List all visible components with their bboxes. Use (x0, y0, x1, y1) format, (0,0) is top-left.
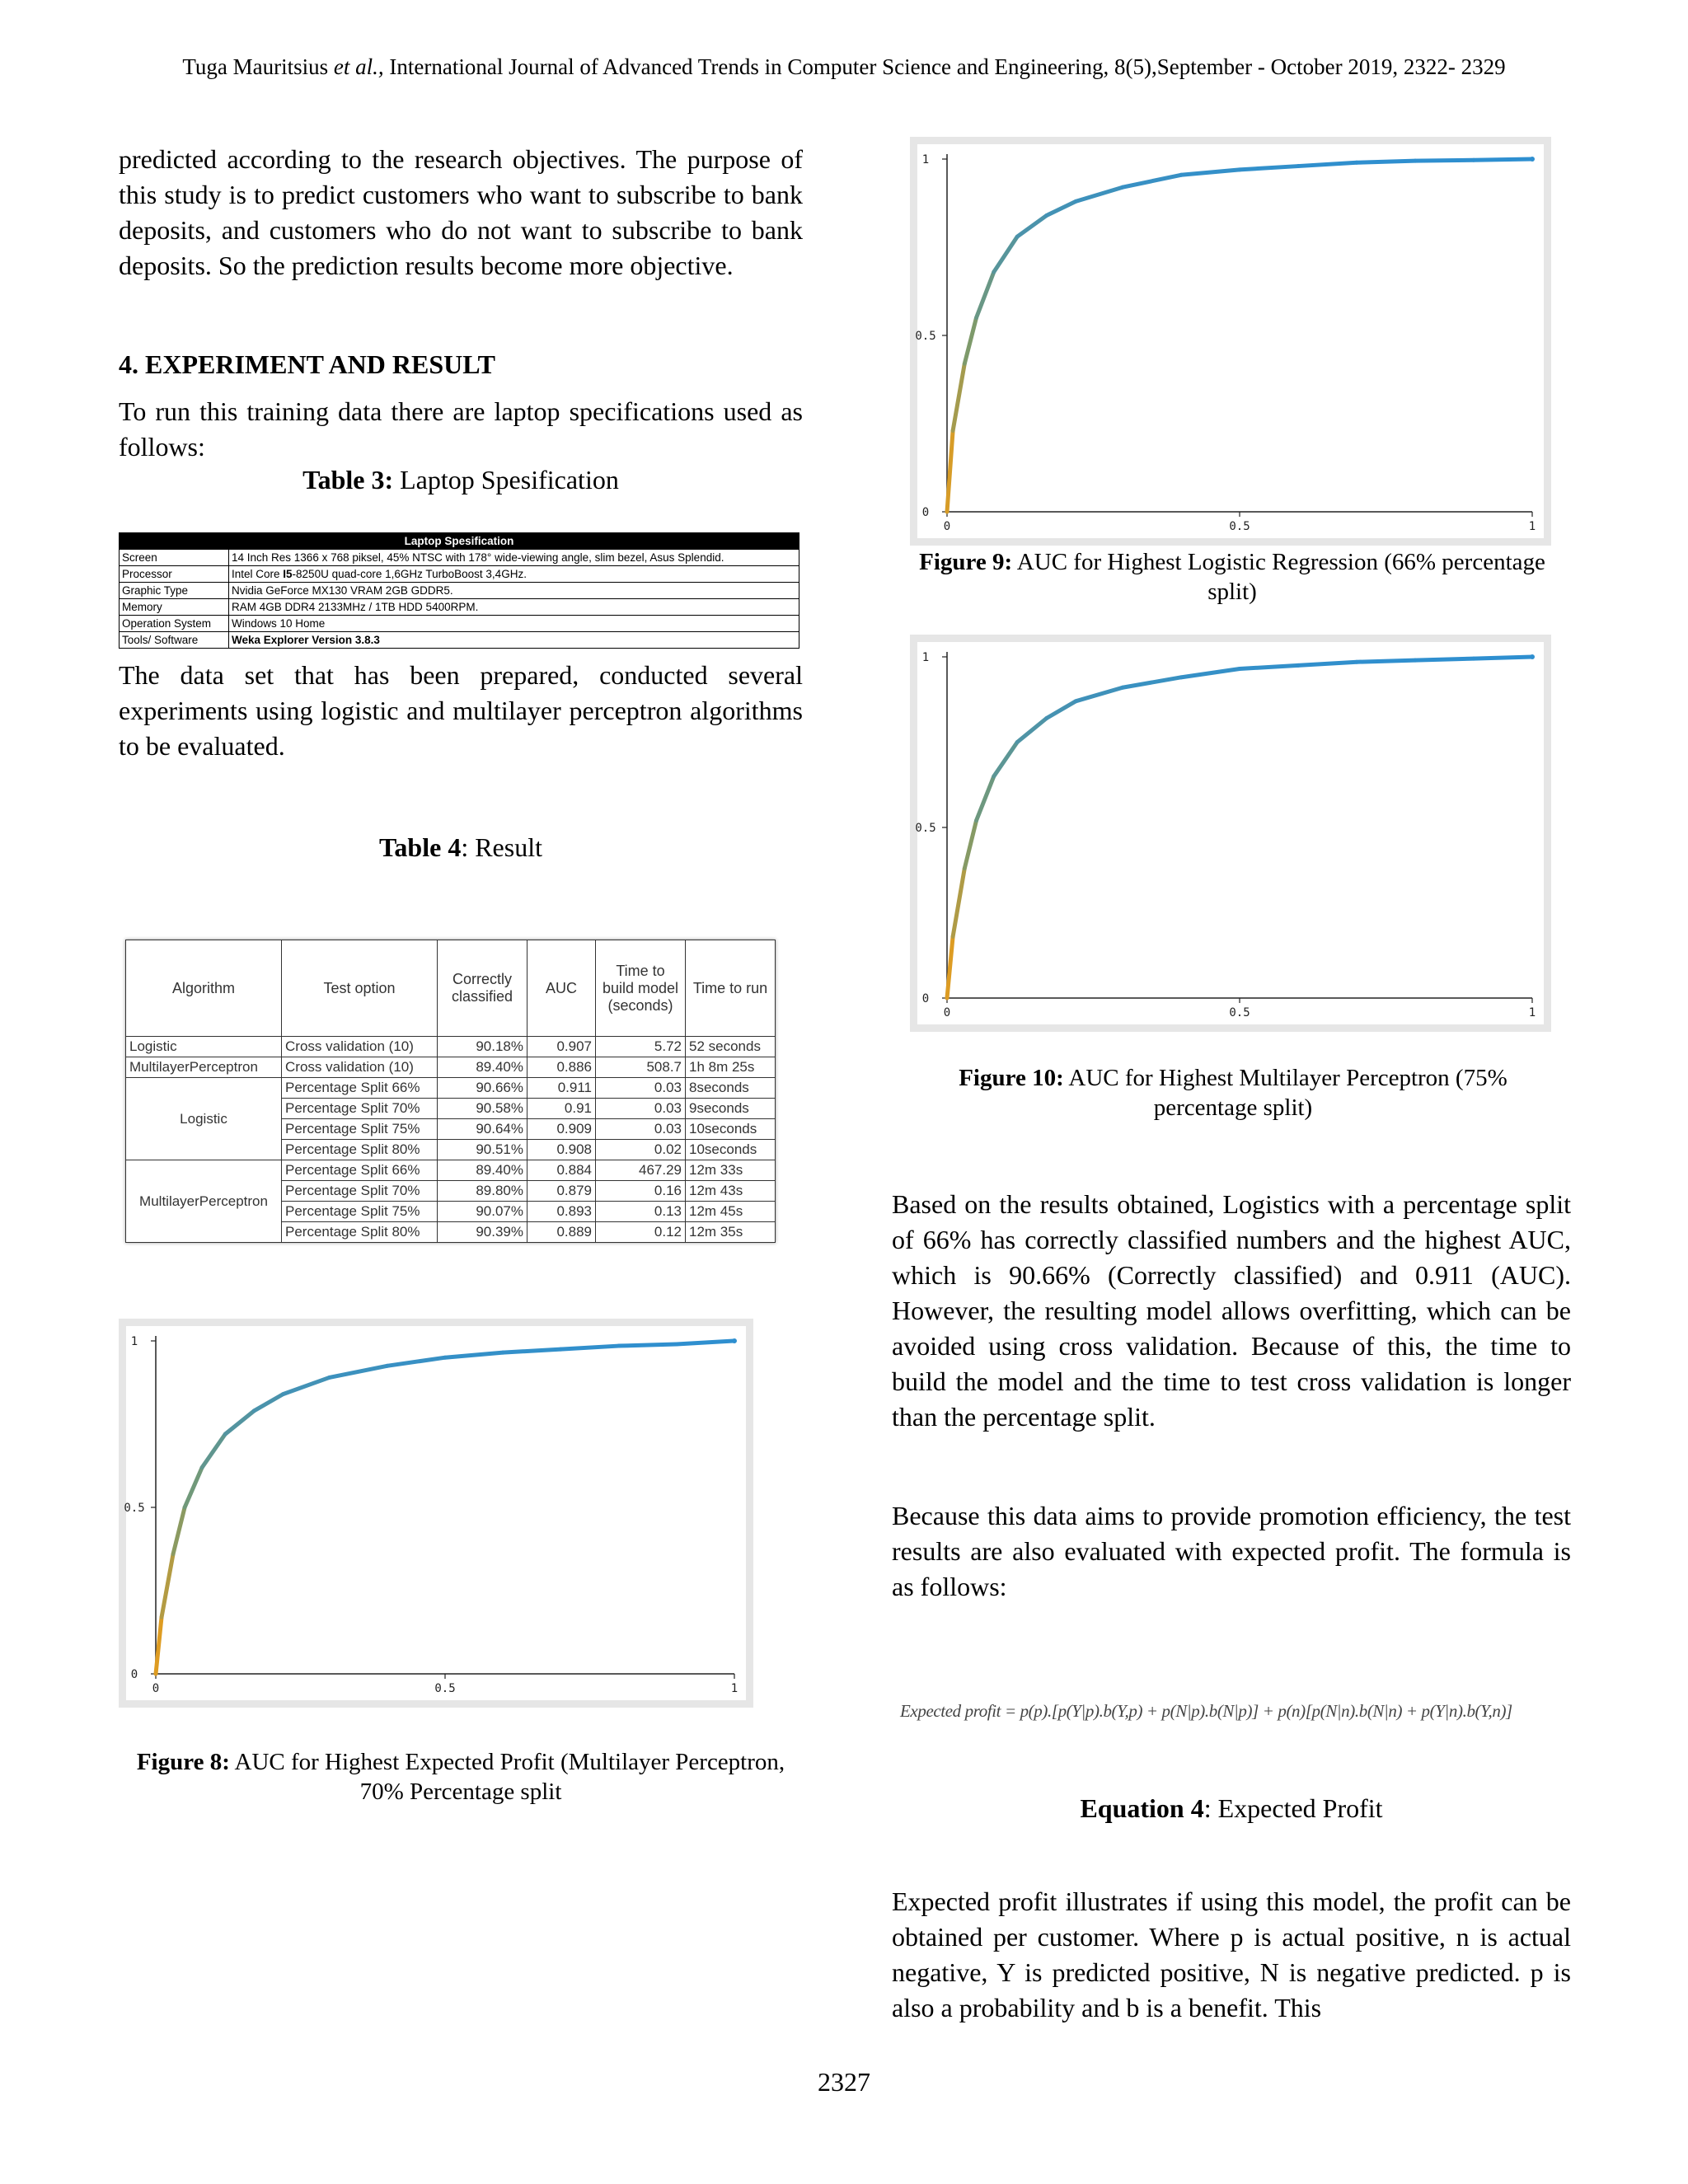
roc-curve-segment (977, 272, 994, 318)
roc-curve-segment (964, 318, 976, 364)
cell: 12m 33s (686, 1160, 776, 1181)
y-tick-label: 0 (921, 506, 930, 519)
results-table (125, 940, 776, 1243)
spec-key: Graphic Type (120, 583, 229, 599)
cell: 0.886 (528, 1057, 596, 1078)
roc-curve-segment (560, 1346, 618, 1349)
table-row (126, 1160, 776, 1181)
y-tick-label: 0.5 (915, 822, 936, 835)
spec-key: Tools/ Software (120, 632, 229, 649)
x-tick-label: 0 (943, 1006, 951, 1019)
paragraph-laptop-intro: To run this training data there are laptop specifications used as follows: (119, 396, 803, 462)
col-header-algorithm: Algorithm (126, 940, 282, 1037)
cell: Percentage Split 75% (282, 1119, 438, 1140)
roc-curve-segment (953, 363, 964, 430)
roc-curve-segment (387, 1357, 445, 1366)
roc-curve-endpoint (732, 1338, 737, 1343)
cell: 0.03 (596, 1099, 686, 1119)
cell: 12m 45s (686, 1202, 776, 1222)
table-row (120, 550, 799, 566)
spec-table-title: Laptop Spesification (120, 533, 799, 550)
cell: 90.51% (438, 1140, 528, 1160)
table3-container (119, 532, 799, 649)
x-tick-label: 0 (943, 520, 951, 533)
cell: 90.66% (438, 1078, 528, 1099)
roc-curve-segment (1474, 159, 1532, 160)
table-row (126, 1078, 776, 1099)
paragraph-expected-profit-definition: Expected profit illustrates if using this model, the profit can be obtained per customer. Where p is actual positive, n is actual negative, Y is predicted positive, N is negative predicted. p is also a probability and b is a benefit. This (892, 1886, 1571, 2022)
figure-9-chart (917, 144, 1544, 538)
col-header-run-time: Time to run (686, 940, 776, 1037)
roc-curve-segment (964, 821, 976, 869)
equation-expected-profit: Expected profit = p(p).[p(Y|p).b(Y,p) + p(N|p).b(N|p)] + p(n)[p(N|n).b(N|n) + p(Y|n).b(Y,n)] (900, 1701, 1512, 1721)
y-tick-label: 0.5 (124, 1502, 145, 1515)
paragraph-dataset: The data set that has been prepared, conducted several experiments using logistic and multilayer perceptron algorithms to be evaluated. (119, 660, 803, 761)
cell: 5.72 (596, 1037, 686, 1057)
cell: 0.03 (596, 1119, 686, 1140)
cell: 9seconds (686, 1099, 776, 1119)
roc-curve-segment (503, 1349, 560, 1352)
section-heading: 4. EXPERIMENT AND RESULT (119, 349, 495, 379)
cell: Percentage Split 70% (282, 1181, 438, 1202)
y-tick-label: 1 (921, 153, 930, 166)
cell: 0.02 (596, 1140, 686, 1160)
roc-curve-segment (953, 869, 964, 937)
cell: 1h 8m 25s (686, 1057, 776, 1078)
figure-10-chart (917, 642, 1544, 1024)
group-cell-mlp: MultilayerPerceptron (126, 1160, 282, 1243)
spec-key: Screen (120, 550, 229, 566)
cell: Cross validation (10) (282, 1037, 438, 1057)
cell: 0.16 (596, 1181, 686, 1202)
roc-curve-segment (1415, 658, 1474, 660)
figure-9-caption: Figure 9: AUC for Highest Logistic Regression (66% percentage split) (919, 549, 1545, 605)
col-header-correct: Correctly classified (438, 940, 528, 1037)
roc-curve-segment (1123, 677, 1181, 687)
col-header-build-time: Time to build model (seconds) (596, 940, 686, 1037)
cell: 0.909 (528, 1119, 596, 1140)
roc-curve-segment (445, 1352, 503, 1357)
cell: 0.884 (528, 1160, 596, 1181)
roc-curve-segment (1181, 668, 1240, 677)
roc-curve-segment (1415, 160, 1474, 161)
roc-curve-segment (1123, 175, 1181, 187)
table-row (120, 599, 799, 616)
roc-curve-segment (254, 1394, 283, 1411)
figure-10-frame (910, 635, 1551, 1032)
roc-curve-segment (330, 1366, 387, 1377)
cell: Percentage Split 70% (282, 1099, 438, 1119)
table-row (120, 616, 799, 632)
roc-curve-segment (1240, 166, 1298, 170)
roc-curve-segment (947, 936, 953, 998)
spec-value: Intel Core I5-8250U quad-core 1,6GHz TurboBoost 3,4GHz. (229, 566, 799, 583)
cell: 90.07% (438, 1202, 528, 1222)
spec-key: Memory (120, 599, 229, 616)
table4-caption: Table 4: Result (379, 832, 542, 862)
spec-value: Weka Explorer Version 3.8.3 (229, 632, 799, 649)
cell: 90.64% (438, 1119, 528, 1140)
roc-curve-segment (1357, 161, 1415, 162)
cell: Cross validation (10) (282, 1057, 438, 1078)
cell: MultilayerPerceptron (126, 1057, 282, 1078)
roc-curve-segment (1047, 201, 1076, 215)
y-tick-label: 0 (130, 1668, 138, 1681)
cell: 0.911 (528, 1078, 596, 1099)
cell: 0.03 (596, 1078, 686, 1099)
equation-caption: Equation 4: Expected Profit (1080, 1793, 1383, 1823)
x-tick-label: 1 (1528, 520, 1536, 533)
x-tick-label: 0.5 (1229, 1006, 1250, 1019)
cell: 0.879 (528, 1181, 596, 1202)
roc-curve-segment (1017, 215, 1047, 237)
cell: 10seconds (686, 1140, 776, 1160)
cell: 89.40% (438, 1057, 528, 1078)
group-cell-logistic: Logistic (126, 1078, 282, 1160)
cell: Percentage Split 75% (282, 1202, 438, 1222)
cell: 0.908 (528, 1140, 596, 1160)
col-header-test-option: Test option (282, 940, 438, 1037)
figure-10-plot (917, 642, 1544, 1024)
cell: 10seconds (686, 1119, 776, 1140)
cell: Percentage Split 66% (282, 1078, 438, 1099)
x-tick-label: 1 (1528, 1006, 1536, 1019)
paragraph-intro: predicted according to the research objectives. The purpose of this study is to predict customers who want to subscribe to bank deposits, and customers who do not want to subscribe to bank deposits. So the prediction results become more objective. (119, 144, 803, 280)
roc-curve-endpoint (1530, 157, 1535, 162)
table-row (120, 566, 799, 583)
figure-8-plot (126, 1326, 746, 1700)
cell: 0.91 (528, 1099, 596, 1119)
cell: Percentage Split 80% (282, 1140, 438, 1160)
cell: 12m 35s (686, 1222, 776, 1243)
cell: 90.18% (438, 1037, 528, 1057)
spec-key: Processor (120, 566, 229, 583)
paragraph-results: Based on the results obtained, Logistics with a percentage split of 66% has correctly classified numbers and the highest AUC, which is 90.66% (Correctly classified) and 0.911 (AUC). However, the resulting model allows overfitting, which can be avoided using cross validation. Because of this, the time to build the model and the time to test cross validation is longer than the percentage split. (892, 1189, 1571, 1432)
x-tick-label: 0.5 (434, 1682, 456, 1695)
x-tick-label: 0.5 (1229, 520, 1250, 533)
spec-value: Nvidia GeForce MX130 VRAM 2GB GDDR5. (229, 583, 799, 599)
spec-key: Operation System (120, 616, 229, 632)
running-head: Tuga Mauritsius et al., International Journal of Advanced Trends in Computer Science and Engineering, 8(5),September - October 2019, 2322- 2329 (182, 54, 1506, 79)
roc-curve-segment (1298, 162, 1357, 166)
roc-curve-endpoint (1530, 654, 1535, 659)
x-tick-label: 1 (730, 1682, 738, 1695)
x-tick-label: 0 (152, 1682, 160, 1695)
cell: Logistic (126, 1037, 282, 1057)
figure-9-plot (917, 144, 1544, 538)
roc-curve-segment (156, 1617, 162, 1674)
cell: 8seconds (686, 1078, 776, 1099)
table3-caption: Table 3: Laptop Spesification (302, 465, 619, 494)
laptop-spec-table (119, 532, 799, 649)
paragraph-expected-profit-intro: Because this data aims to provide promotion efficiency, the test results are also evaluated with expected profit. The formula is as follows: (892, 1501, 1571, 1601)
roc-curve-segment (1181, 170, 1240, 175)
figure-8-chart (126, 1326, 746, 1700)
cell: Percentage Split 66% (282, 1160, 438, 1181)
cell: 12m 43s (686, 1181, 776, 1202)
figure-8-frame (119, 1319, 753, 1708)
figure-8-caption: Figure 8: AUC for Highest Expected Profit (Multilayer Perceptron, 70% Percentage split (136, 1749, 785, 1805)
roc-curve-segment (1474, 657, 1532, 658)
roc-curve-segment (947, 431, 953, 512)
spec-value: 14 Inch Res 1366 x 768 piksel, 45% NTSC with 178° wide-viewing angle, slim bezel, Asus Splendid. (229, 550, 799, 566)
cell: 0.893 (528, 1202, 596, 1222)
table-row (120, 632, 799, 649)
roc-curve-segment (173, 1507, 185, 1554)
y-tick-label: 1 (921, 651, 930, 664)
col-header-auc: AUC (528, 940, 596, 1037)
y-tick-label: 1 (130, 1335, 138, 1348)
roc-curve-segment (283, 1377, 329, 1394)
cell: 508.7 (596, 1057, 686, 1078)
roc-curve-segment (1017, 719, 1047, 743)
table-header-row (126, 940, 776, 1037)
roc-curve-segment (1076, 687, 1123, 701)
y-tick-label: 0.5 (915, 330, 936, 343)
roc-curve-segment (1240, 665, 1298, 668)
page-number: 2327 (818, 2067, 870, 2097)
spec-value: Windows 10 Home (229, 616, 799, 632)
roc-curve-segment (225, 1411, 254, 1434)
table4-container (125, 940, 776, 1243)
cell: 0.13 (596, 1202, 686, 1222)
table-row (126, 1057, 776, 1078)
roc-curve-segment (994, 237, 1017, 272)
roc-curve-segment (677, 1341, 734, 1344)
roc-curve-segment (977, 776, 994, 821)
figure-9-frame (910, 137, 1551, 546)
roc-curve-segment (619, 1344, 677, 1346)
cell: 89.40% (438, 1160, 528, 1181)
roc-curve-segment (202, 1434, 225, 1467)
roc-curve-segment (1047, 701, 1076, 719)
cell: 0.889 (528, 1222, 596, 1243)
roc-curve-segment (162, 1554, 173, 1618)
roc-curve-segment (1298, 662, 1357, 665)
roc-curve-segment (1076, 187, 1123, 201)
cell: 89.80% (438, 1181, 528, 1202)
roc-curve-segment (994, 743, 1017, 776)
cell: 90.58% (438, 1099, 528, 1119)
cell: 52 seconds (686, 1037, 776, 1057)
figure-10-caption: Figure 10: AUC for Highest Multilayer Perceptron (75% percentage split) (959, 1065, 1507, 1121)
table-row (120, 583, 799, 599)
roc-curve-segment (185, 1468, 202, 1507)
cell: 90.39% (438, 1222, 528, 1243)
cell: 467.29 (596, 1160, 686, 1181)
spec-value: RAM 4GB DDR4 2133MHz / 1TB HDD 5400RPM. (229, 599, 799, 616)
cell: Percentage Split 80% (282, 1222, 438, 1243)
cell: 0.12 (596, 1222, 686, 1243)
cell: 0.907 (528, 1037, 596, 1057)
table-row (126, 1037, 776, 1057)
y-tick-label: 0 (921, 992, 930, 1005)
roc-curve-segment (1357, 660, 1415, 662)
